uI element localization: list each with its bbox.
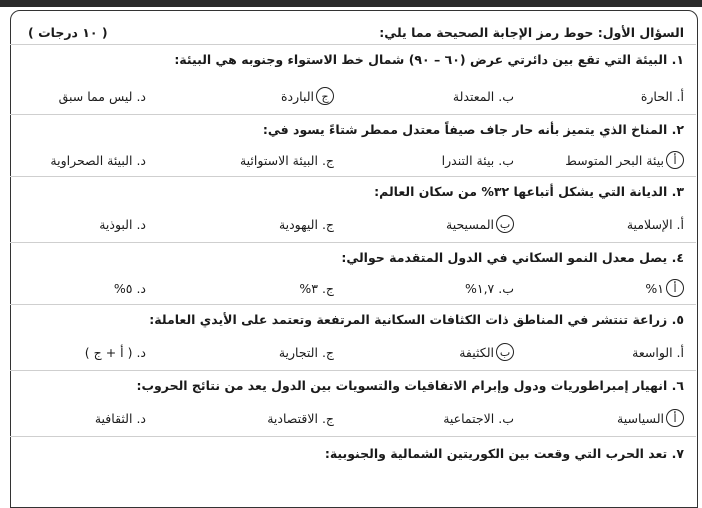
option-d[interactable]: د. الثقافية bbox=[94, 410, 146, 426]
answer-circle: ب bbox=[496, 343, 514, 361]
options-q2 bbox=[10, 150, 696, 170]
question-4 bbox=[10, 246, 696, 268]
divider bbox=[10, 436, 696, 437]
answer-circle: ج bbox=[316, 87, 334, 105]
option-b[interactable]: ب. بيئة التندرا bbox=[441, 152, 514, 168]
options-q6 bbox=[10, 408, 696, 428]
options-q4 bbox=[10, 278, 696, 298]
option-a[interactable]: أ. الواسعة bbox=[632, 344, 684, 360]
divider bbox=[10, 304, 696, 305]
question-text: ٤. يصل معدل النمو السكاني في الدول المتقدمة حوالي: bbox=[341, 249, 684, 265]
question-header bbox=[10, 22, 696, 42]
option-c[interactable]: ج الباردة bbox=[281, 87, 334, 105]
option-b[interactable]: ب المسيحية bbox=[446, 215, 514, 233]
option-d[interactable]: د. ٥% bbox=[113, 280, 146, 296]
answer-circle: أ bbox=[666, 279, 684, 297]
question-5 bbox=[10, 308, 696, 330]
divider bbox=[10, 176, 696, 177]
question-text: ٥. زراعة تنتشر في المناطق ذات الكثافات السكانية المرتفعة وتعتمد على الأيدي العاملة: bbox=[149, 311, 684, 327]
answer-circle: أ bbox=[666, 409, 684, 427]
question-text: ٦. انهيار إمبراطوريات ودول وإبرام الاتفاقيات والتسويات بين الدول يعد من نتائج الحروب: bbox=[136, 377, 684, 393]
answer-circle: أ bbox=[666, 151, 684, 169]
divider bbox=[10, 44, 696, 45]
option-a[interactable]: أ السياسية bbox=[617, 409, 684, 427]
option-d[interactable]: د. ( أ + ج ) bbox=[84, 344, 146, 360]
option-b[interactable]: ب الكثيفة bbox=[459, 343, 514, 361]
question-6 bbox=[10, 374, 696, 396]
question-7 bbox=[10, 442, 696, 464]
question-2 bbox=[10, 118, 696, 140]
option-b[interactable]: ب. ١,٧% bbox=[464, 280, 514, 296]
question-text: ٣. الديانة التي يشكل أتباعها ٣٢% من سكان العالم: bbox=[374, 183, 684, 199]
answer-circle: ب bbox=[496, 215, 514, 233]
question-text: ٢. المناخ الذي يتميز بأنه حار جاف صيفاً معتدل ممطر شتاءً يسود في: bbox=[262, 121, 684, 137]
question-text: ١. البيئة التي تقع بين دائرتي عرض (٦٠ – ٩٠) شمال خط الاستواء وجنوبه هي البيئة: bbox=[174, 51, 684, 67]
option-c[interactable]: ج. اليهودية bbox=[278, 216, 334, 232]
option-d[interactable]: د. البيئة الصحراوية bbox=[50, 152, 146, 168]
option-d[interactable]: د. ليس مما سبق bbox=[58, 88, 146, 104]
top-border bbox=[0, 0, 702, 7]
options-q3 bbox=[10, 214, 696, 234]
score-label: ( ١٠ درجات ) bbox=[28, 24, 108, 40]
option-c[interactable]: ج. ٣% bbox=[299, 280, 334, 296]
question-1 bbox=[10, 48, 696, 70]
divider bbox=[10, 242, 696, 243]
option-d[interactable]: د. البوذية bbox=[99, 216, 146, 232]
option-a[interactable]: أ. الإسلامية bbox=[626, 216, 684, 232]
option-b[interactable]: ب. الاجتماعية bbox=[443, 410, 514, 426]
option-c[interactable]: ج. الاقتصادية bbox=[267, 410, 334, 426]
divider bbox=[10, 114, 696, 115]
option-c[interactable]: ج. البيئة الاستوائية bbox=[239, 152, 334, 168]
option-b[interactable]: ب. المعتدلة bbox=[452, 88, 514, 104]
option-a[interactable]: أ ١% bbox=[645, 279, 684, 297]
options-q1 bbox=[10, 86, 696, 106]
question-text: ٧. تعد الحرب التي وقعت بين الكوريتين الشمالية والجنوبية: bbox=[324, 445, 684, 461]
question-3 bbox=[10, 180, 696, 202]
option-c[interactable]: ج. التجارية bbox=[278, 344, 334, 360]
option-a[interactable]: أ بيئة البحر المتوسط bbox=[565, 151, 684, 169]
option-a[interactable]: أ. الحارة bbox=[640, 88, 684, 104]
options-q5 bbox=[10, 342, 696, 362]
divider bbox=[10, 370, 696, 371]
section-title: السؤال الأول: حوط رمز الإجابة الصحيحة مما يلي: bbox=[379, 24, 684, 40]
